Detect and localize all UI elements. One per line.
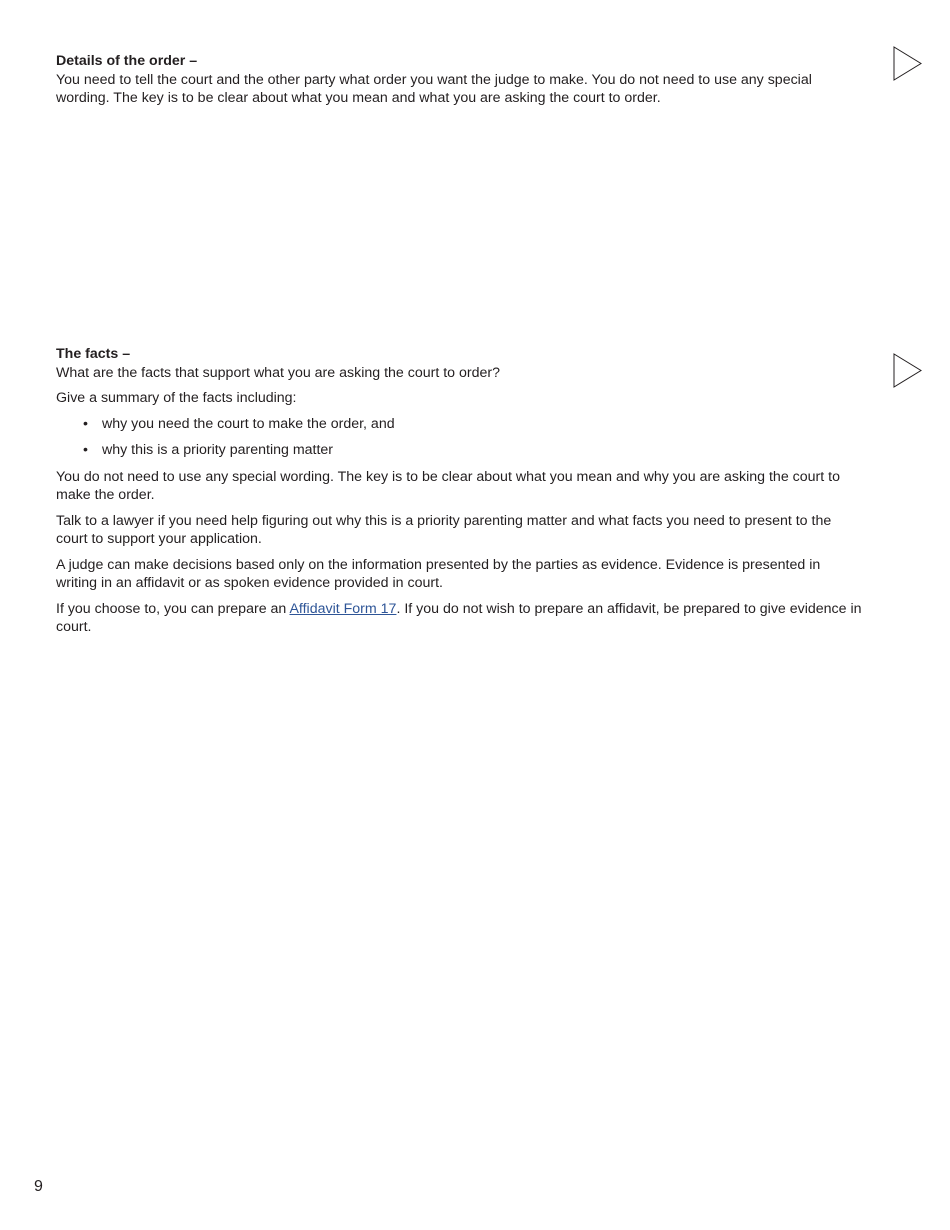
facts-section (56, 345, 864, 644)
affidavit-text-after: . If you do not wish to prepare an affidavit, be prepared to give evidence in court. (56, 600, 862, 635)
list-item (56, 415, 864, 434)
affidavit-text-before: If you choose to, you can prepare an (56, 600, 290, 617)
facts-bullet-list (56, 415, 864, 460)
facts-lawyer-paragraph: Talk to a lawyer if you need help figuring out why this is a priority parenting matter and what facts you need to present to the court to support your application. (56, 512, 832, 547)
bullet-dot: • (83, 415, 88, 432)
order-section (56, 52, 864, 108)
facts-heading: The facts – (56, 346, 131, 362)
facts-judge-paragraph: A judge can make decisions based only on the information presented by the parties as evidence. Evidence is presented in writing in an affidavit or as spoken evidence provided in court. (56, 556, 821, 591)
facts-summary-intro: Give a summary of the facts including: (56, 390, 297, 406)
bullet-dot: • (83, 442, 88, 458)
bullet-text: why this is a priority parenting matter (102, 442, 334, 458)
facts-wording-paragraph: You do not need to use any special wording. The key is to be clear about what you mean and why you are asking the court to make the order. (56, 468, 840, 503)
play-arrow-icon[interactable] (893, 46, 923, 81)
bullet-text: why you need the court to make the order, and (102, 415, 395, 432)
affidavit-form-17-link[interactable]: Affidavit Form 17 (289, 600, 397, 617)
facts-question: What are the facts that support what you are asking the court to order? (56, 364, 500, 381)
facts-affidavit-paragraph (56, 600, 864, 637)
order-text: You need to tell the court and the other party what order you want the judge to make. You do not need to use any special wording. The key is to be clear about what you mean and what you are asking the court to order. (56, 71, 812, 106)
order-heading: Details of the order – (56, 53, 198, 69)
list-item (56, 441, 864, 460)
page-number: 9 (34, 1178, 43, 1195)
play-arrow-icon[interactable] (893, 353, 923, 388)
